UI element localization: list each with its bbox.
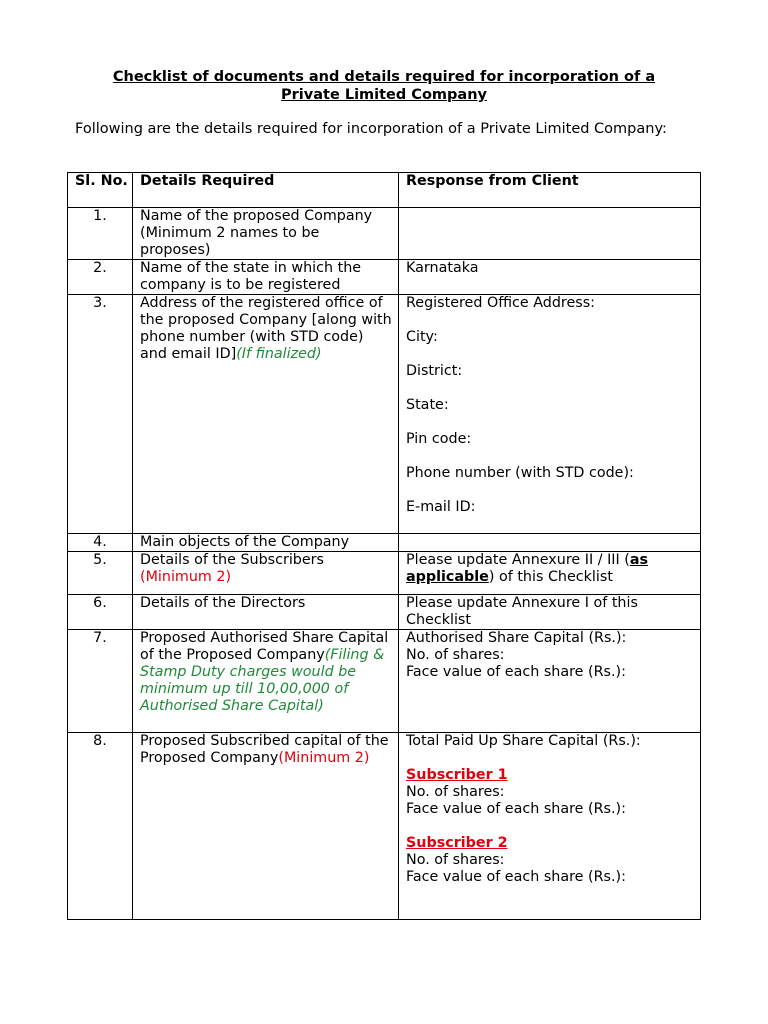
- row-number: 4.: [68, 534, 133, 552]
- row-number: 6.: [68, 595, 133, 630]
- response-text-end: ) of this Checklist: [488, 569, 613, 585]
- field-state: State:: [406, 397, 449, 413]
- field-authorised-capital: Authorised Share Capital (Rs.):: [406, 630, 627, 646]
- row-response: Please update Annexure I of this Checklist: [399, 595, 701, 630]
- table-row: [68, 733, 701, 920]
- header-sl-no: Sl. No.: [68, 173, 133, 208]
- checklist-table: [67, 172, 701, 920]
- table-row: [68, 595, 701, 630]
- table-row: [68, 552, 701, 595]
- field-district: District:: [406, 363, 463, 379]
- table-row: [68, 260, 701, 295]
- table-header-row: [68, 173, 701, 208]
- details-text: Address of the registered office of the proposed Company [along with phone number (with STD code) and email ID]: [140, 295, 392, 362]
- field-registered-office: Registered Office Address:: [406, 295, 595, 311]
- row-number: 1.: [68, 208, 133, 260]
- details-note: (Filing & Stamp Duty charges would be minimum up till 10,00,000 of Authorised Share Capital): [140, 647, 385, 714]
- title-line-1: Checklist of documents and details required for incorporation of a: [112, 69, 656, 85]
- row-details: [133, 552, 399, 595]
- field-total-paid-up: Total Paid Up Share Capital (Rs.):: [406, 733, 641, 749]
- field-email: E-mail ID:: [406, 499, 476, 515]
- row-response: [399, 552, 701, 595]
- row-details: Main objects of the Company: [133, 534, 399, 552]
- subscriber-2-shares: No. of shares:: [406, 852, 505, 868]
- row-response: Karnataka: [399, 260, 701, 295]
- response-text: Please update Annexure II / III (: [406, 552, 630, 568]
- subscriber-2-face-value: Face value of each share (Rs.):: [406, 869, 626, 885]
- row-number: 8.: [68, 733, 133, 920]
- title-line-2: Private Limited Company: [281, 87, 487, 103]
- row-number: 3.: [68, 295, 133, 534]
- table-row: [68, 295, 701, 534]
- row-response: [399, 208, 701, 260]
- row-number: 7.: [68, 630, 133, 733]
- row-details: [133, 630, 399, 733]
- row-details: Name of the proposed Company (Minimum 2 names to be proposes): [133, 208, 399, 260]
- details-note: (Minimum 2): [278, 750, 370, 766]
- row-number: 2.: [68, 260, 133, 295]
- details-text: Details of the Subscribers: [140, 552, 325, 568]
- row-details: [133, 295, 399, 534]
- field-city: City:: [406, 329, 438, 345]
- row-number: 5.: [68, 552, 133, 595]
- header-details: Details Required: [133, 173, 399, 208]
- details-text: Proposed Subscribed capital of the Proposed Company: [140, 733, 389, 766]
- document-title: [60, 68, 708, 104]
- intro-text: Following are the details required for incorporation of a Private Limited Company:: [75, 121, 667, 137]
- table-row: [68, 630, 701, 733]
- header-response: Response from Client: [399, 173, 701, 208]
- row-response: [399, 733, 701, 920]
- subscriber-1-face-value: Face value of each share (Rs.):: [406, 801, 626, 817]
- row-response: [399, 534, 701, 552]
- details-note: (Minimum 2): [140, 569, 232, 585]
- details-note: (If finalized): [236, 346, 322, 362]
- response-emphasis: as applicable: [406, 552, 649, 585]
- row-response: [399, 295, 701, 534]
- subscriber-1-heading: Subscriber 1: [406, 767, 508, 783]
- row-details: [133, 733, 399, 920]
- row-response: [399, 630, 701, 733]
- subscriber-1-shares: No. of shares:: [406, 784, 505, 800]
- field-phone: Phone number (with STD code):: [406, 465, 634, 481]
- row-details: Details of the Directors: [133, 595, 399, 630]
- table-row: [68, 534, 701, 552]
- details-text: Proposed Authorised Share Capital of the Proposed Company: [140, 630, 389, 663]
- field-no-of-shares: No. of shares:: [406, 647, 505, 663]
- row-details: Name of the state in which the company is to be registered: [133, 260, 399, 295]
- field-pin-code: Pin code:: [406, 431, 472, 447]
- table-row: [68, 208, 701, 260]
- field-face-value: Face value of each share (Rs.):: [406, 664, 626, 680]
- subscriber-2-heading: Subscriber 2: [406, 835, 508, 851]
